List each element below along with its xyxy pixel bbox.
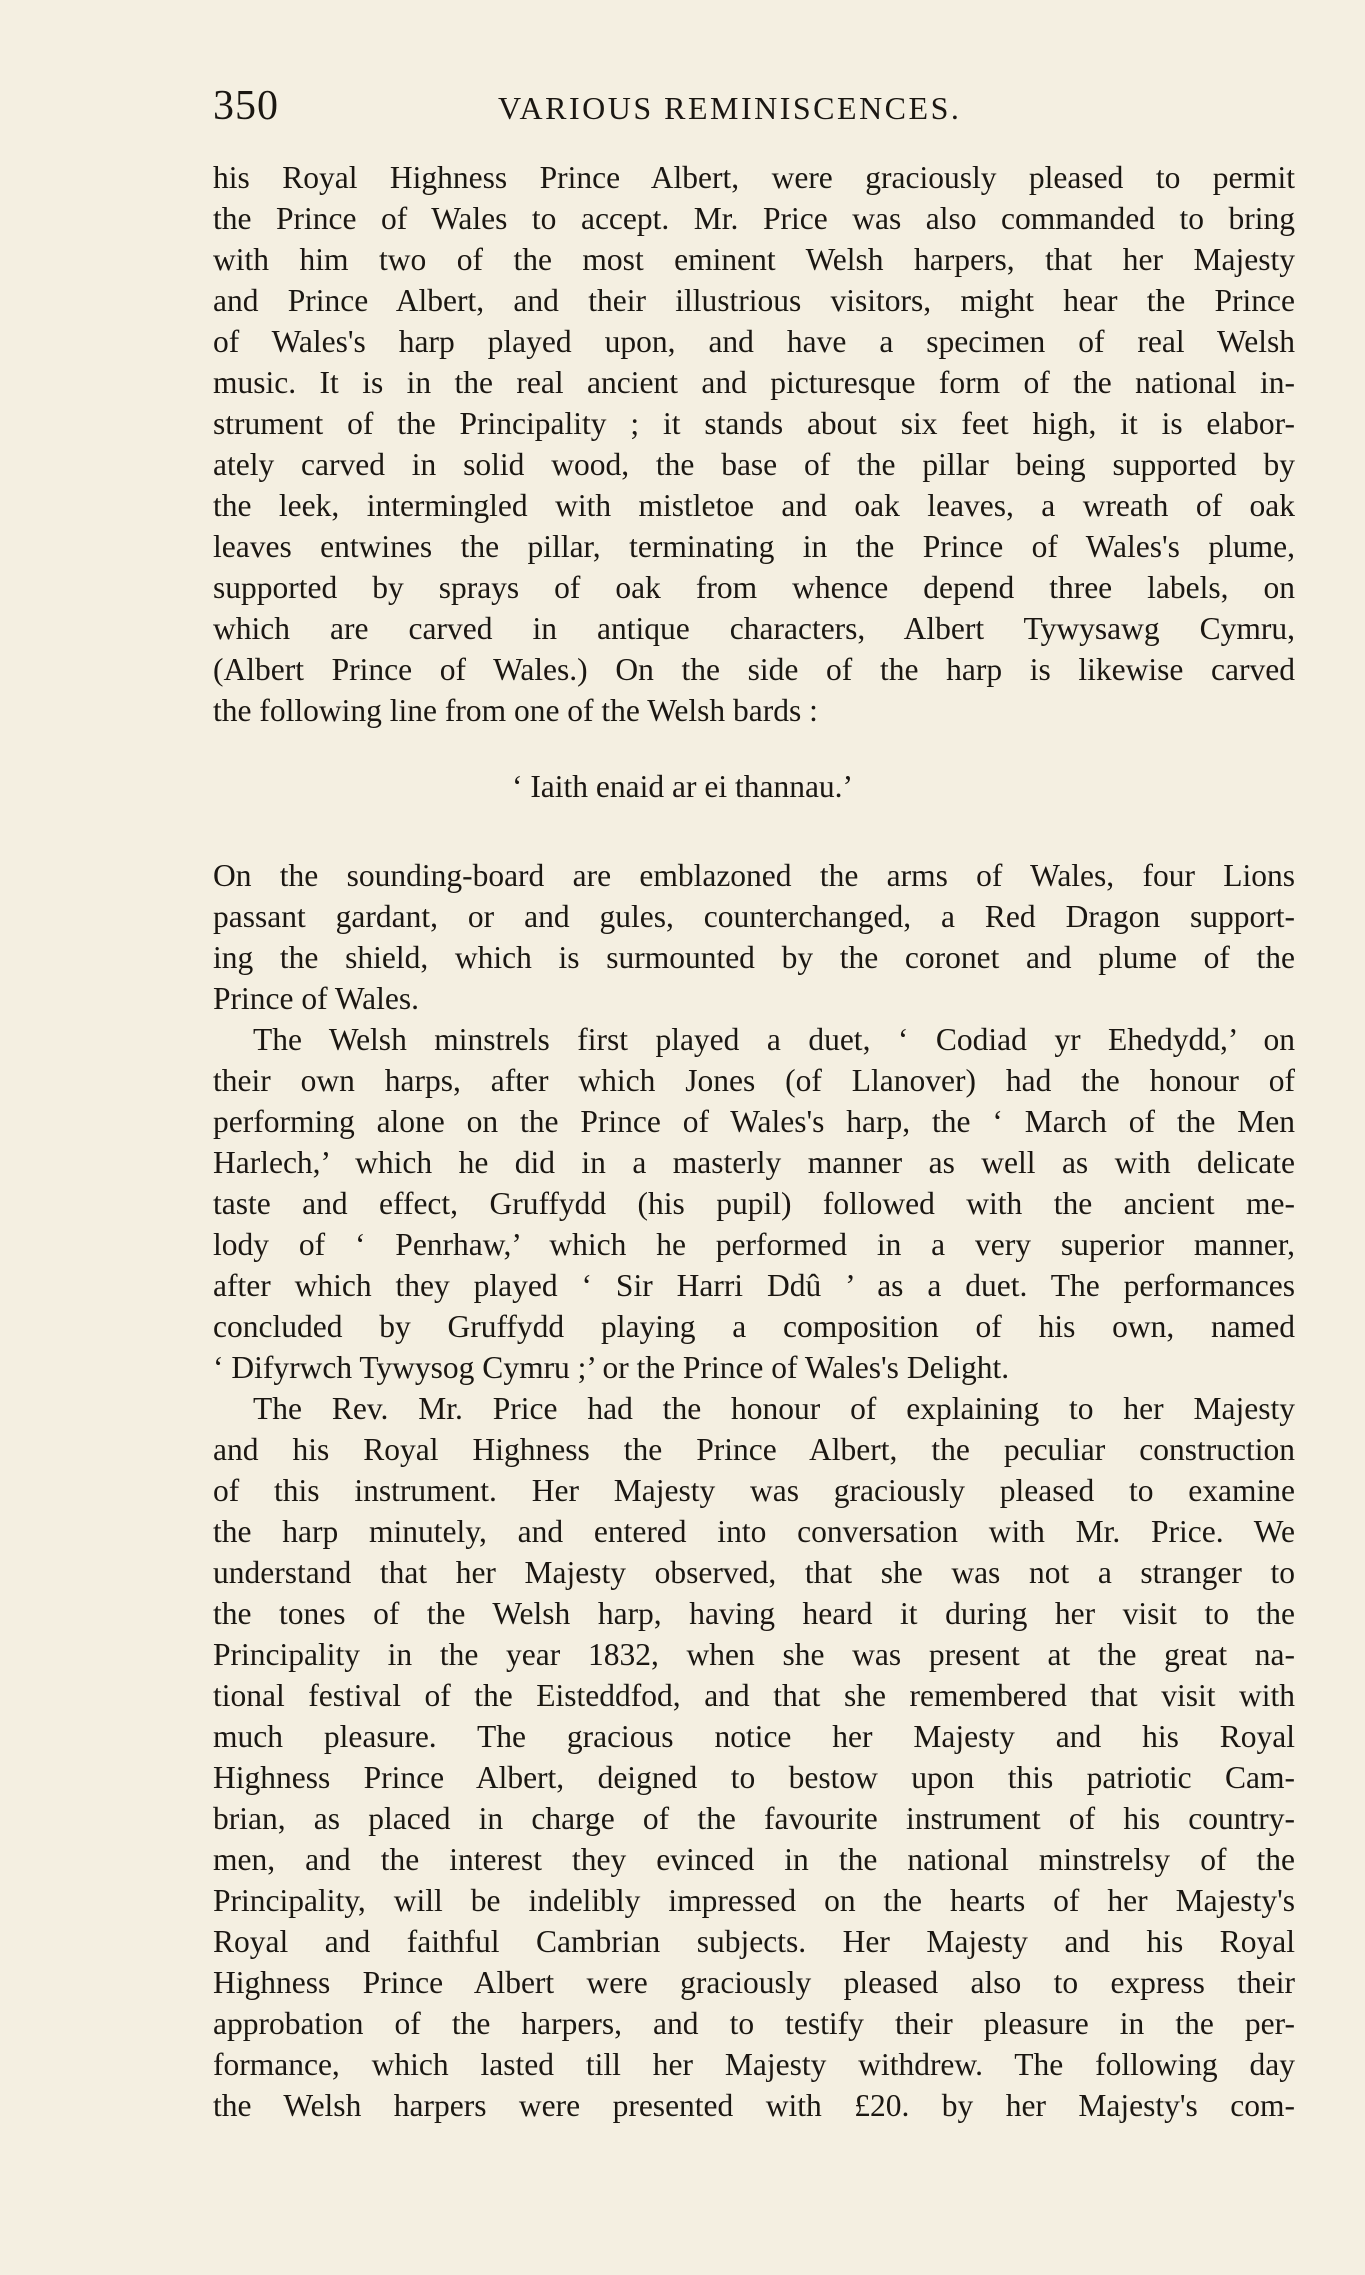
text-line: strument of the Principality ; it stands about six feet high, it is elabor-	[213, 406, 1295, 441]
text-line: Principality in the year 1832, when she was present at the great na-	[213, 1637, 1295, 1672]
paragraph-harp-description	[213, 157, 1295, 731]
text-line: (Albert Prince of Wales.) On the side of the harp is likewise carved	[213, 652, 1295, 687]
text-line: Prince of Wales.	[213, 981, 419, 1016]
page-number: 350	[213, 83, 279, 129]
text-line: the Welsh harpers were presented with £20. by her Majesty's com-	[213, 2088, 1295, 2123]
text-line: supported by sprays of oak from whence depend three labels, on	[213, 570, 1295, 605]
text-line: brian, as placed in charge of the favourite instrument of his country-	[213, 1801, 1295, 1836]
text-line: Highness Prince Albert were graciously pleased also to express their	[213, 1965, 1295, 2000]
text-line: ing the shield, which is surmounted by the coronet and plume of the	[213, 940, 1295, 975]
paragraph-performance	[213, 1019, 1295, 1388]
text-line: his Royal Highness Prince Albert, were graciously pleased to permit	[213, 160, 1295, 195]
text-line: the following line from one of the Welsh bards :	[213, 693, 818, 728]
text-line: taste and effect, Gruffydd (his pupil) followed with the ancient me-	[213, 1186, 1295, 1221]
text-line: and Prince Albert, and their illustrious visitors, might hear the Prince	[213, 283, 1295, 318]
paragraph-sounding-board	[213, 855, 1295, 1019]
running-head	[213, 82, 1010, 142]
text-line: ‘ Difyrwch Tywysog Cymru ;’ or the Prince of Wales's Delight.	[213, 1350, 1010, 1385]
text-line: Principality, will be indelibly impressed on the hearts of her Majesty's	[213, 1883, 1295, 1918]
text-line: which are carved in antique characters, Albert Tywysawg Cymru,	[213, 611, 1295, 646]
text-line: understand that her Majesty observed, that she was not a stranger to	[213, 1555, 1295, 1590]
text-line: music. It is in the real ancient and picturesque form of the national in-	[213, 365, 1295, 400]
paragraph-majesty-remarks	[213, 1388, 1295, 2126]
text-line: performing alone on the Prince of Wales's harp, the ‘ March of the Men	[213, 1104, 1295, 1139]
text-line: concluded by Gruffydd playing a composition of his own, named	[213, 1309, 1295, 1344]
text-line: Highness Prince Albert, deigned to bestow upon this patriotic Cam-	[213, 1760, 1295, 1795]
text-line: with him two of the most eminent Welsh harpers, that her Majesty	[213, 242, 1295, 277]
text-line: after which they played ‘ Sir Harri Ddû ’ as a duet. The performances	[213, 1268, 1295, 1303]
text-line: the harp minutely, and entered into conversation with Mr. Price. We	[213, 1514, 1295, 1549]
running-title: VARIOUS REMINISCENCES.	[498, 90, 962, 126]
text-line: the tones of the Welsh harp, having heard it during her visit to the	[213, 1596, 1295, 1631]
text-line: much pleasure. The gracious notice her Majesty and his Royal	[213, 1719, 1295, 1754]
text-line: Royal and faithful Cambrian subjects. Her Majesty and his Royal	[213, 1924, 1295, 1959]
text-line: The Rev. Mr. Price had the honour of explaining to her Majesty	[253, 1391, 1295, 1426]
text-line: On the sounding-board are emblazoned the arms of Wales, four Lions	[213, 858, 1295, 893]
text-line: Harlech,’ which he did in a masterly manner as well as with delicate	[213, 1145, 1295, 1180]
text-line: and his Royal Highness the Prince Albert, the peculiar construction	[213, 1432, 1295, 1467]
text-line: men, and the interest they evinced in the national minstrelsy of the	[213, 1842, 1295, 1877]
text-line: their own harps, after which Jones (of Llanover) had the honour of	[213, 1063, 1295, 1098]
welsh-quotation: ‘ Iaith enaid ar ei thannau.’	[511, 769, 854, 804]
text-line: ately carved in solid wood, the base of the pillar being supported by	[213, 447, 1295, 482]
text-line: of Wales's harp played upon, and have a specimen of real Welsh	[213, 324, 1295, 359]
text-line: The Welsh minstrels first played a duet, ‘ Codiad yr Ehedydd,’ on	[253, 1022, 1295, 1057]
text-line: passant gardant, or and gules, counterchanged, a Red Dragon support-	[213, 899, 1295, 934]
text-line: of this instrument. Her Majesty was graciously pleased to examine	[213, 1473, 1295, 1508]
text-line: the Prince of Wales to accept. Mr. Price was also commanded to bring	[213, 201, 1295, 236]
text-line: the leek, intermingled with mistletoe and oak leaves, a wreath of oak	[213, 488, 1295, 523]
text-line: formance, which lasted till her Majesty withdrew. The following day	[213, 2047, 1295, 2082]
text-line: leaves entwines the pillar, terminating in the Prince of Wales's plume,	[213, 529, 1295, 564]
text-line: tional festival of the Eisteddfod, and that she remembered that visit with	[213, 1678, 1295, 1713]
text-line: approbation of the harpers, and to testify their pleasure in the per-	[213, 2006, 1295, 2041]
text-line: lody of ‘ Penrhaw,’ which he performed in a very superior manner,	[213, 1227, 1295, 1262]
